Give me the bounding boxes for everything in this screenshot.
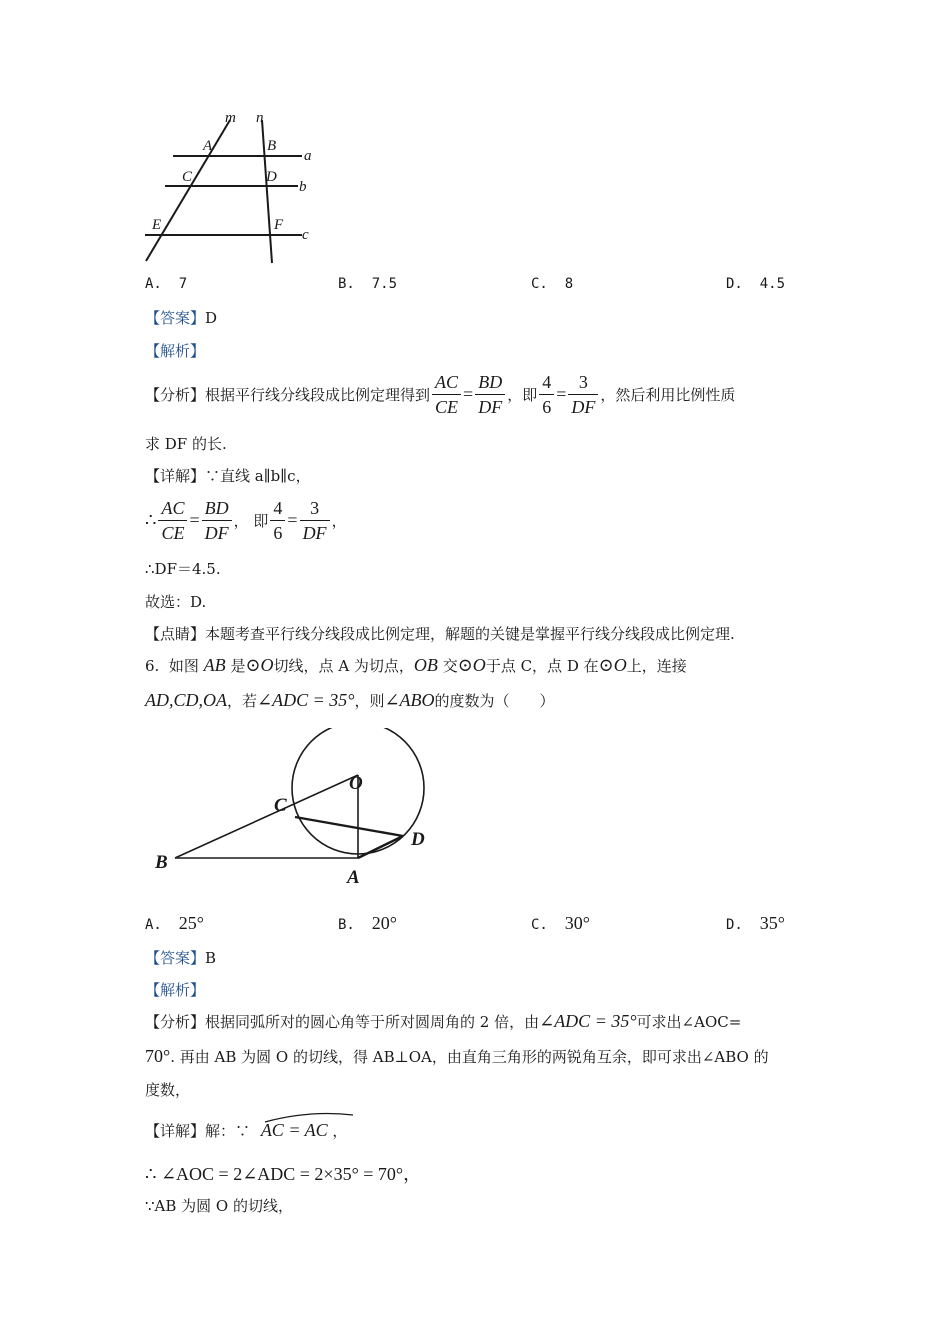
segment-cd bbox=[295, 817, 403, 836]
label-D: D bbox=[411, 829, 425, 850]
fraction-bd-df: $\frac{BD}{DF}$ bbox=[475, 370, 505, 419]
label-O: O bbox=[349, 773, 363, 794]
label-C: C bbox=[274, 795, 287, 816]
q5-answer: 【答案】D bbox=[145, 309, 218, 327]
label-D: D bbox=[266, 169, 277, 185]
q6-analysis-tag: 【解析】 bbox=[145, 981, 206, 999]
q5-option-b[interactable]: B. 7.5 bbox=[338, 276, 398, 292]
line-m bbox=[146, 120, 230, 261]
q6-xiangjie: 【详解】解：∵ AC = AC ， bbox=[145, 1120, 347, 1141]
q5-analysis-tag: 【解析】 bbox=[145, 342, 206, 360]
q6-step2: ∵AB 为圆 O 的切线， bbox=[145, 1197, 294, 1215]
q5-fenxi-line1: 【分析】 根据平行线分线段成比例定理得到 $\frac{AC}{CE}$ = $\frac{BD}{DF}$ ，即 $\frac{4}{6}$ = $\frac{3}{DF}$ ，然后利用比例性质 bbox=[145, 372, 736, 417]
q5-choice: 故选：D. bbox=[145, 593, 207, 611]
label-E: E bbox=[152, 217, 162, 233]
q6-option-d[interactable]: D. 35° bbox=[726, 913, 785, 933]
label-a: a bbox=[304, 148, 312, 164]
q6-fenxi-line2: 70°. 再由 AB 为圆 O 的切线，得 AB⊥OA，由直角三角形的两锐角互余，即可求出∠ABO 的 bbox=[145, 1046, 769, 1066]
q5-dianjing: 【点睛】本题考查平行线分线段成比例定理，解题的关键是掌握平行线分线段成比例定理. bbox=[145, 625, 735, 643]
q6-answer: 【答案】B bbox=[145, 949, 217, 967]
fraction-3-df: $\frac{3}{DF}$ bbox=[568, 370, 598, 419]
label-n: n bbox=[256, 110, 264, 126]
label-F: F bbox=[274, 217, 284, 233]
q6-stem-line2: AD,CD,OA，若∠ADC = 35°，则∠ABO的度数为（ ） bbox=[145, 690, 555, 710]
q5-result: ∴DF＝4.5. bbox=[145, 560, 221, 578]
q5-xiangjie: 【详解】∵直线 a∥b∥c， bbox=[145, 467, 311, 485]
label-B: B bbox=[267, 138, 277, 154]
arc-equation: AC = AC bbox=[261, 1120, 328, 1141]
label-b: b bbox=[299, 179, 307, 195]
q6-fenxi-line3: 度数， bbox=[145, 1081, 191, 1099]
label-m: m bbox=[225, 110, 236, 126]
q5-fenxi-line2: 求 DF 的长. bbox=[145, 435, 227, 453]
parallel-lines-figure bbox=[140, 108, 330, 268]
label-c: c bbox=[302, 227, 309, 243]
label-C: C bbox=[182, 169, 193, 185]
fraction-ac-ce: $\frac{AC}{CE}$ bbox=[432, 370, 461, 419]
q6-option-c[interactable]: C. 30° bbox=[531, 913, 590, 933]
q6-step1: ∴ ∠AOC = 2∠ADC = 2×35° = 70°， bbox=[145, 1164, 422, 1184]
q6-option-a[interactable]: A. 25° bbox=[145, 913, 204, 933]
arc-mark-icon bbox=[263, 1112, 355, 1124]
q6-fenxi-line1: 【分析】根据同弧所对的圆心角等于所对圆周角的 2 倍，由∠ADC = 35°可求出∠AOC= bbox=[145, 1011, 742, 1031]
segment-bo bbox=[175, 775, 358, 858]
q5-option-a[interactable]: A. 7 bbox=[145, 276, 188, 292]
q6-option-b[interactable]: B. 20° bbox=[338, 913, 397, 933]
answer-tag: 【答案】 bbox=[145, 309, 206, 327]
q5-option-d[interactable]: D. 4.5 bbox=[726, 276, 786, 292]
label-B: B bbox=[155, 852, 168, 873]
fraction-4-6: $\frac{4}{6}$ bbox=[539, 370, 554, 419]
circle-tangent-figure bbox=[145, 728, 445, 898]
q6-stem-line1: 6. 如图 AB 是⊙O切线，点 A 为切点，OB 交⊙O于点 C，点 D 在⊙O上，连接 bbox=[145, 655, 687, 675]
q5-proportion-line: ∴ $\frac{AC}{CE}$ = $\frac{BD}{DF}$ ， 即 $\frac{4}{6}$ = $\frac{3}{DF}$ ， bbox=[145, 498, 347, 543]
label-A: A bbox=[203, 138, 213, 154]
q5-option-c[interactable]: C. 8 bbox=[531, 276, 574, 292]
label-A: A bbox=[347, 867, 360, 888]
segment-ad bbox=[358, 836, 403, 858]
